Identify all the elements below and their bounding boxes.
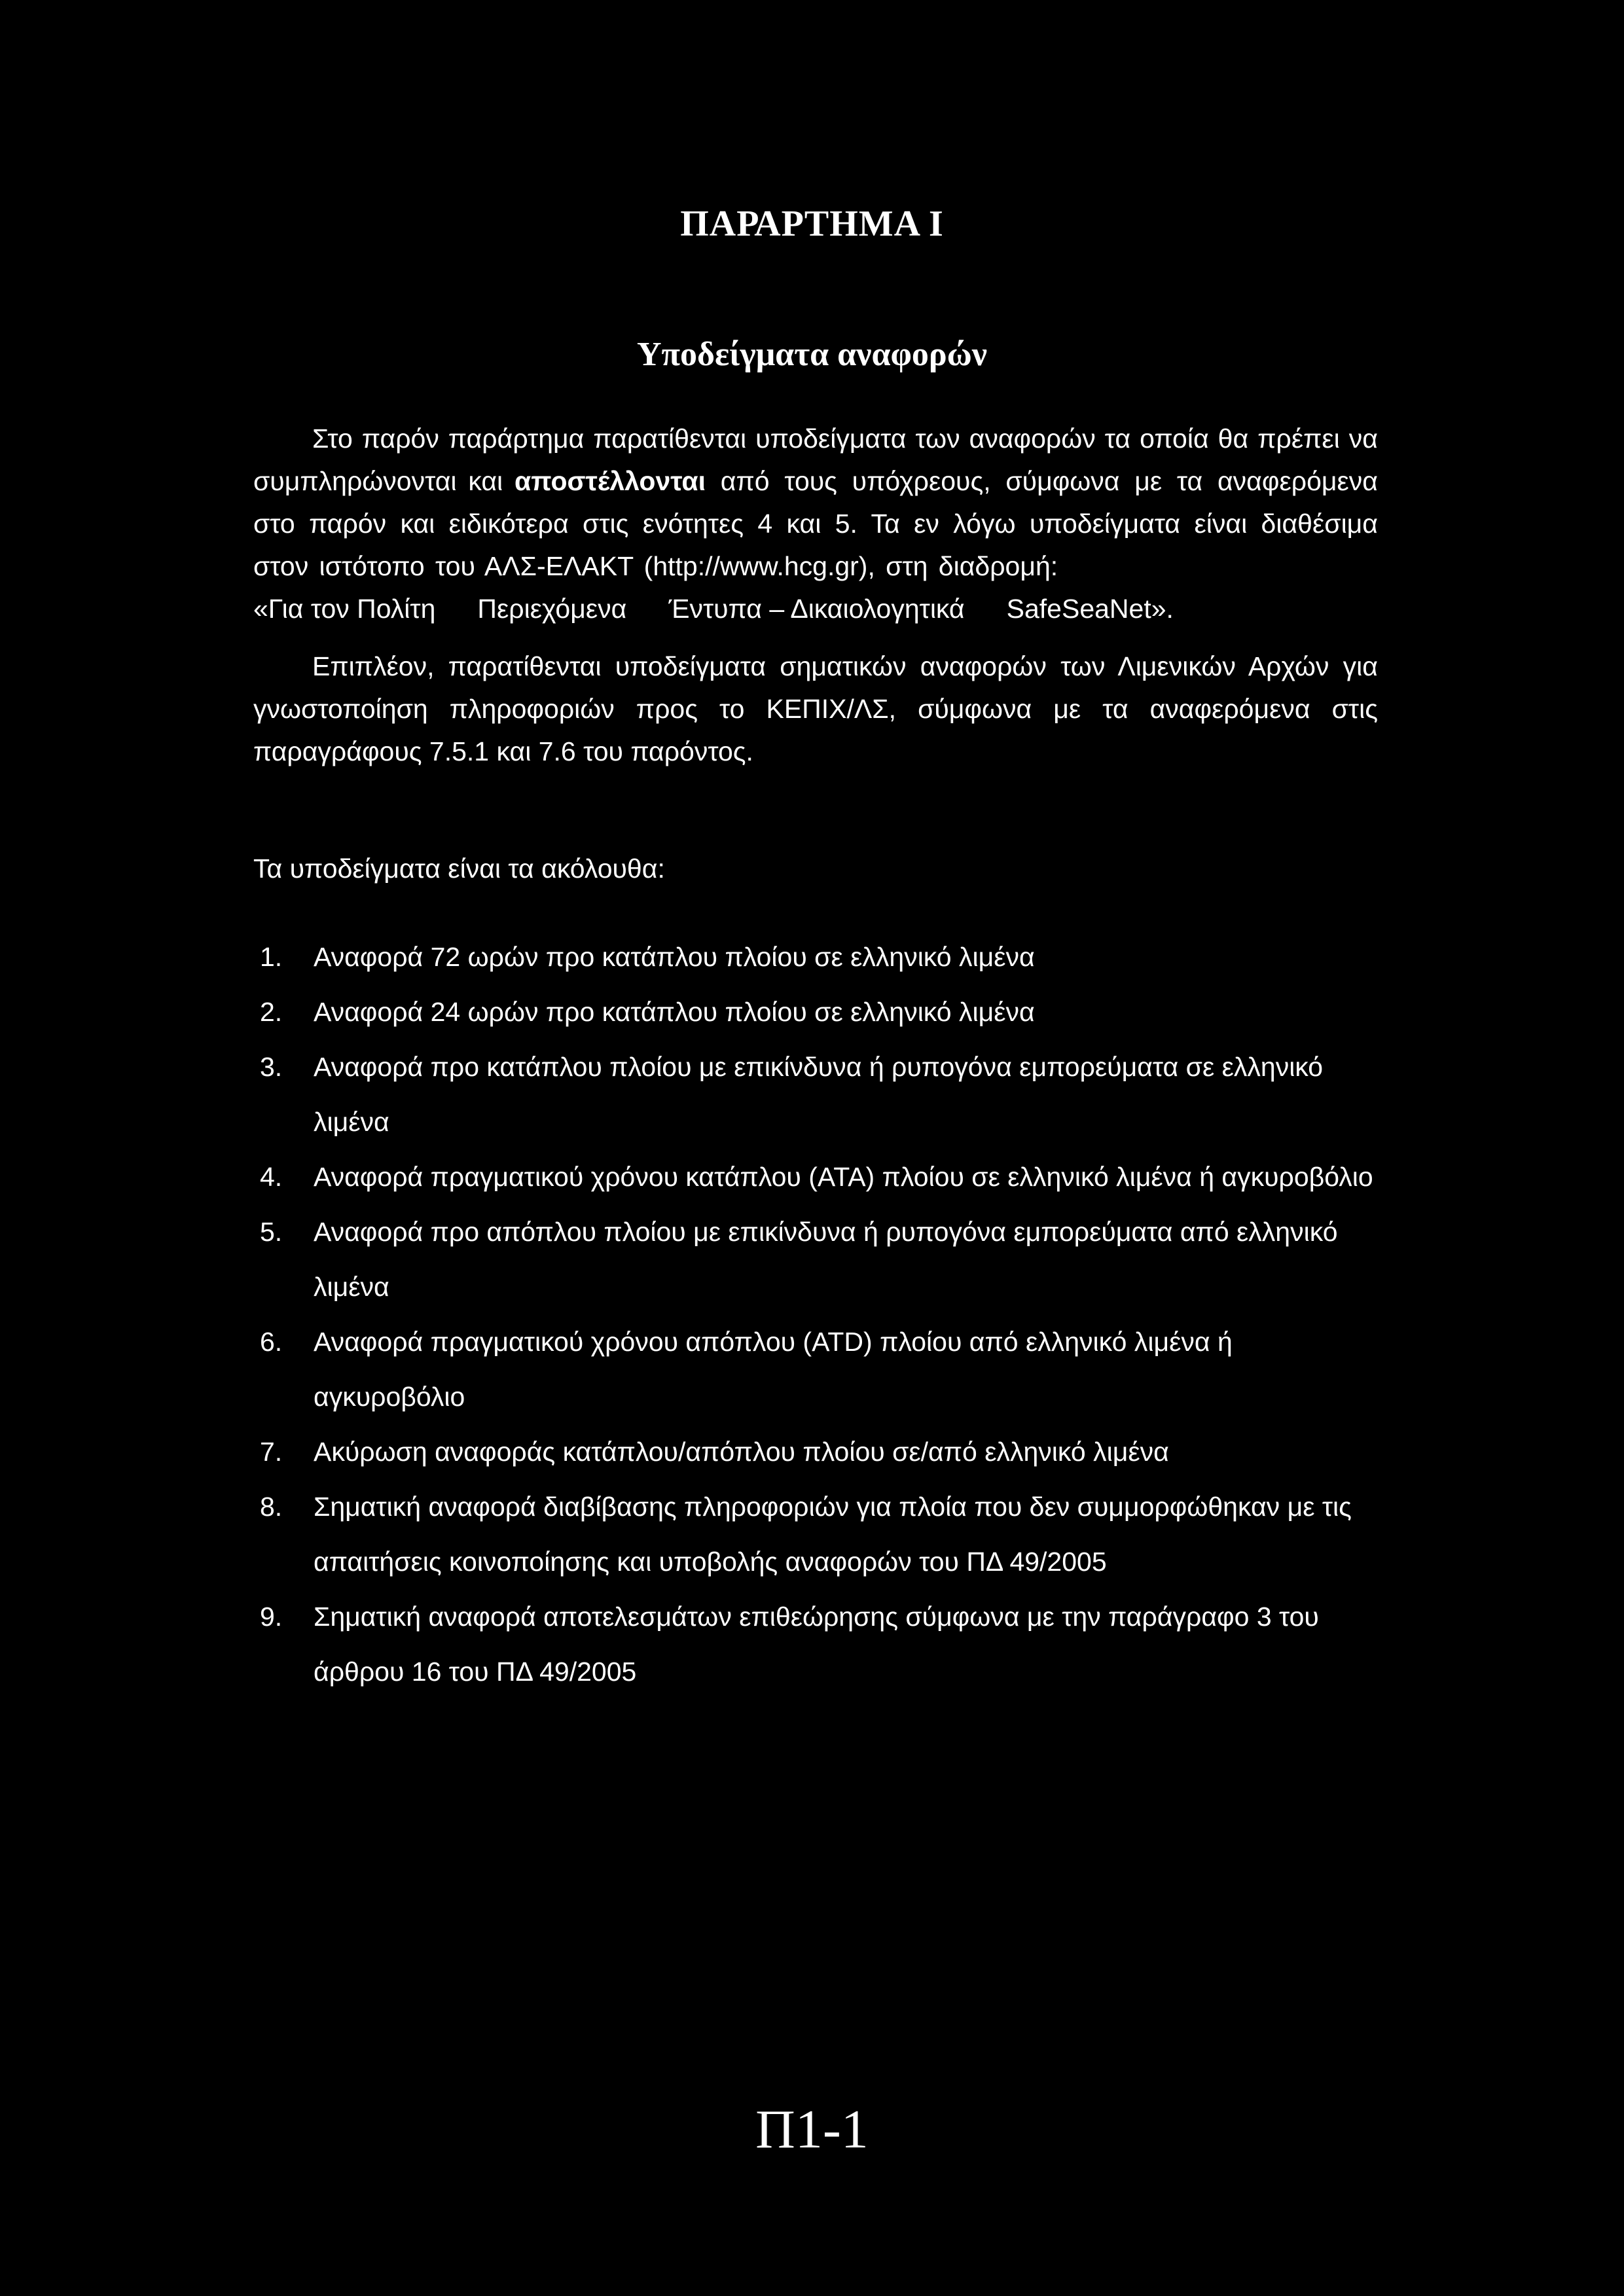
list-item-text: Ακύρωση αναφοράς κατάπλου/απόπλου πλοίου σε/από ελληνικό λιμένα <box>314 1437 1169 1467</box>
intro-paragraph-text <box>253 418 1378 588</box>
list-item-number: 3. <box>260 1052 283 1082</box>
list-item <box>253 1039 1378 1149</box>
list-item-text: Σηματική αναφορά αποτελεσμάτων επιθεώρησης σύμφωνα με την παράγραφο 3 του άρθρου 16 του ΠΔ 49/2005 <box>314 1602 1319 1687</box>
second-paragraph-text: Επιπλέον, παρατίθενται υποδείγματα σηματικών αναφορών των Λιμενικών Αρχών για γνωστοποίηση πληροφοριών προς το ΚΕΠΙΧ/ΛΣ, σύμφωνα με τα αναφερόμενα στις παραγράφους 7.5.1 και 7.6 του παρόντος. <box>253 651 1378 766</box>
list-item <box>253 1479 1378 1589</box>
list-item <box>253 984 1378 1039</box>
page-number: Π1-1 <box>755 2099 869 2160</box>
template-list <box>253 929 1378 1699</box>
list-item-text: Αναφορά προ κατάπλου πλοίου με επικίνδυνα ή ρυπογόνα εμπορεύματα σε ελληνικό λιμένα <box>314 1052 1324 1137</box>
list-item-number: 7. <box>260 1437 283 1467</box>
intro-bold-word: αποστέλλονται <box>514 466 706 496</box>
list-item-text: Αναφορά προ απόπλου πλοίου με επικίνδυνα ή ρυπογόνα εμπορεύματα από ελληνικό λιμένα <box>314 1217 1338 1302</box>
intro-text-after: από τους υπόχρεους, σύμφωνα με τα αναφερόμενα στο παρόν και ειδικότερα στις ενότητες 4 και 5. Τα εν λόγω υποδείγματα είναι διαθέσιμα στον ιστότοπο του ΑΛΣ-ΕΛΑΚΤ (http://www.hcg.gr), στη διαδρομή: <box>253 466 1378 581</box>
intro-paragraph <box>253 418 1378 630</box>
list-item-text: Αναφορά πραγματικού χρόνου απόπλου (ATD) πλοίου από ελληνικό λιμένα ή αγκυροβόλιο <box>314 1327 1233 1412</box>
list-item-number: 5. <box>260 1217 283 1247</box>
list-item <box>253 1589 1378 1699</box>
list-item <box>253 1424 1378 1479</box>
list-item-number: 8. <box>260 1492 283 1522</box>
page-subtitle: Υποδείγματα αναφορών <box>637 336 987 373</box>
navigation-path <box>253 588 1378 630</box>
path-segment: SafeSeaNet». <box>1006 594 1174 624</box>
list-item <box>253 1204 1378 1314</box>
list-item-text: Αναφορά 24 ωρών προ κατάπλου πλοίου σε ελληνικό λιμένα <box>314 997 1035 1027</box>
list-item-number: 9. <box>260 1602 283 1632</box>
second-paragraph <box>253 645 1378 773</box>
path-segment: «Για τον Πολίτη <box>253 594 436 624</box>
list-item <box>253 929 1378 984</box>
list-item-number: 4. <box>260 1162 283 1192</box>
path-segment: Έντυπα – Δικαιολογητικά <box>668 594 965 624</box>
intro-text-before: Στο παρόν παράρτημα παρατίθενται υποδείγματα των αναφορών τα οποία θα πρέπει να συμπληρώνονται και <box>253 423 1378 496</box>
list-intro: Τα υποδείγματα είναι τα ακόλουθα: <box>253 853 665 884</box>
list-item <box>253 1149 1378 1204</box>
list-item-number: 1. <box>260 942 283 972</box>
list-item-number: 6. <box>260 1327 283 1357</box>
list-item-text: Αναφορά πραγματικού χρόνου κατάπλου (ΑΤΑ) πλοίου σε ελληνικό λιμένα ή αγκυροβόλιο <box>314 1162 1373 1192</box>
list-item-number: 2. <box>260 997 283 1027</box>
list-item <box>253 1314 1378 1424</box>
path-segment: Περιεχόμενα <box>477 594 627 624</box>
list-item-text: Αναφορά 72 ωρών προ κατάπλου πλοίου σε ελληνικό λιμένα <box>314 942 1035 972</box>
page-title: ΠΑΡΑΡΤΗΜΑ Ι <box>680 204 944 244</box>
list-item-text: Σηματική αναφορά διαβίβασης πληροφοριών για πλοία που δεν συμμορφώθηκαν με τις απαιτήσεις κοινοποίησης και υποβολής αναφορών του ΠΔ 49/2005 <box>314 1492 1352 1577</box>
